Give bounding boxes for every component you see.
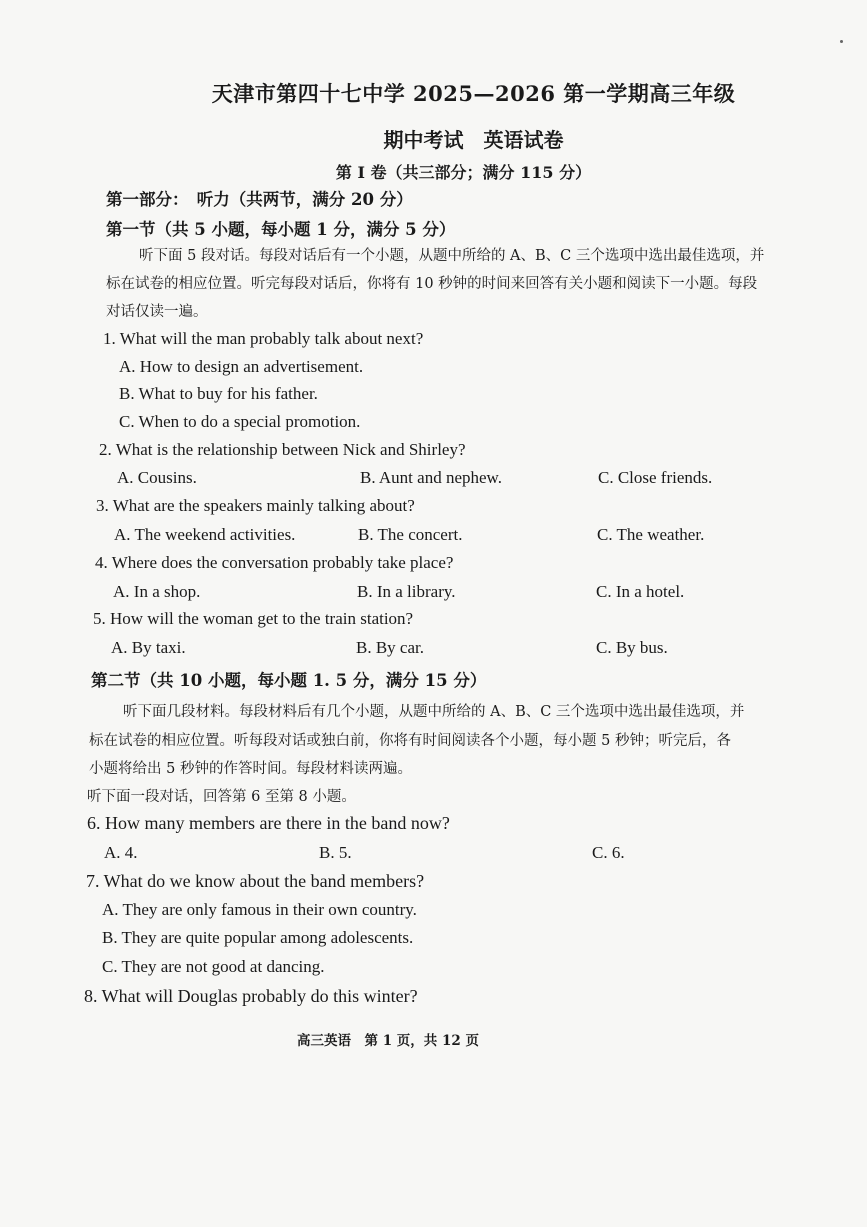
answer-option: A. They are only famous in their own country.: [102, 900, 417, 919]
exam-subtitle: 期中考试 英语试卷: [383, 128, 564, 152]
question-stem: 4. Where does the conversation probably take place?: [95, 553, 454, 572]
scan-speck: [840, 40, 843, 43]
section2-instruction-line: 听下面几段材料。每段材料后有几个小题，从题中所给的 A、B、C 三个选项中选出最佳选项，并: [123, 704, 745, 720]
answer-option: A. Cousins.: [117, 468, 197, 487]
answer-option: B. The concert.: [358, 525, 463, 544]
section2-heading: 第二节（共 10 小题，每小题 1. 5 分，满分 15 分）: [91, 671, 487, 690]
answer-option: B. In a library.: [357, 582, 456, 601]
answer-option: C. 6.: [592, 843, 625, 862]
answer-option: C. Close friends.: [598, 468, 713, 487]
exam-title: 天津市第四十七中学 2025—2026 第一学期高三年级: [211, 81, 736, 106]
section2-lead: 听下面一段对话，回答第 6 至第 8 小题。: [87, 789, 356, 805]
answer-option: B. What to buy for his father.: [119, 384, 318, 403]
question-stem: 3. What are the speakers mainly talking about?: [96, 496, 415, 515]
question-stem: 6. How many members are there in the band now?: [87, 813, 450, 833]
answer-option: A. By taxi.: [111, 638, 186, 657]
page-footer: 高三英语 第 1 页，共 12 页: [297, 1033, 479, 1049]
question-stem: 8. What will Douglas probably do this winter?: [84, 986, 418, 1006]
answer-option: B. 5.: [319, 843, 352, 862]
answer-option: A. How to design an advertisement.: [119, 357, 364, 376]
answer-option: A. The weekend activities.: [114, 525, 296, 544]
question-stem: 1. What will the man probably talk about next?: [103, 329, 424, 348]
question-stem: 2. What is the relationship between Nick and Shirley?: [99, 440, 466, 459]
section1-instruction-line: 对话仅读一遍。: [106, 304, 208, 320]
answer-option: C. By bus.: [596, 638, 668, 657]
answer-option: B. They are quite popular among adolescents.: [102, 928, 414, 947]
question-stem: 5. How will the woman get to the train station?: [93, 609, 414, 628]
answer-option: A. In a shop.: [113, 582, 201, 601]
answer-option: B. Aunt and nephew.: [360, 468, 502, 487]
answer-option: C. The weather.: [597, 525, 705, 544]
volume-info: 第 I 卷（共三部分；满分 115 分）: [335, 163, 592, 182]
section1-instruction-line: 听下面 5 段对话。每段对话后有一个小题，从题中所给的 A、B、C 三个选项中选出最佳选项，并: [139, 248, 765, 264]
question-stem: 7. What do we know about the band members?: [86, 871, 425, 891]
answer-option: B. By car.: [356, 638, 424, 657]
answer-option: C. In a hotel.: [596, 582, 685, 601]
answer-option: A. 4.: [104, 843, 138, 862]
section1-instruction-line: 标在试卷的相应位置。听完每段对话后，你将有 10 秒钟的时间来回答有关小题和阅读下一小题。每段: [106, 276, 758, 292]
answer-option: C. They are not good at dancing.: [102, 957, 325, 976]
section1-heading: 第一节（共 5 小题，每小题 1 分，满分 5 分）: [106, 220, 456, 239]
section2-instruction-line: 标在试卷的相应位置。听每段对话或独白前，你将有时间阅读各个小题，每小题 5 秒钟；听完后，各: [89, 733, 731, 749]
answer-option: C. When to do a special promotion.: [119, 412, 361, 431]
section2-instruction-line: 小题将给出 5 秒钟的作答时间。每段材料读两遍。: [89, 761, 412, 777]
part1-heading: 第一部分： 听力（共两节，满分 20 分）: [106, 190, 413, 209]
